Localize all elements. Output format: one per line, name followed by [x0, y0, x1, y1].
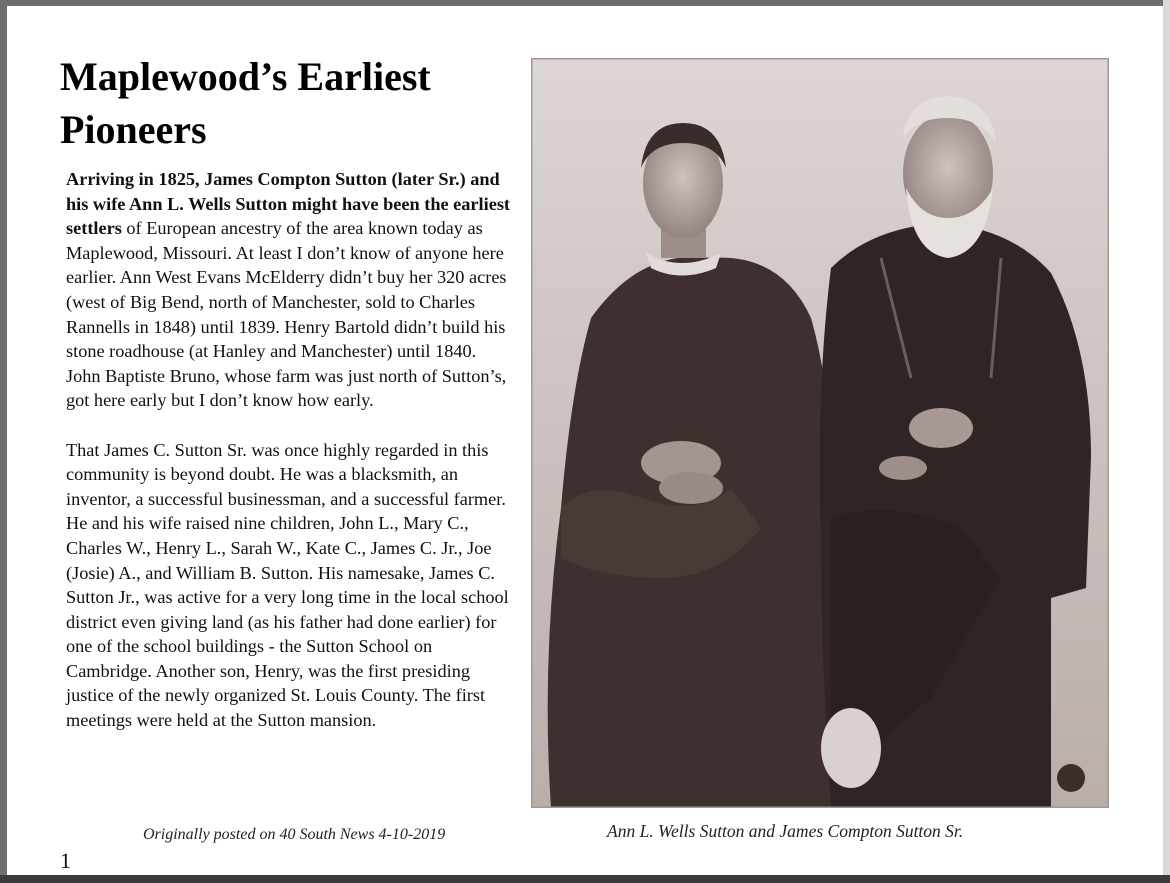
document-page: [7, 6, 1163, 875]
portrait-photo: [531, 58, 1109, 808]
photo-caption: Ann L. Wells Sutton and James Compton Sutton Sr.: [607, 821, 964, 841]
paragraph-1: [66, 167, 511, 413]
taskbar-strip: [0, 875, 1170, 883]
paragraph-1-lead: Arriving in 1825, James Compton Sutton (later Sr.) and his wife Ann L. Wells Sutton might have been the earliest settlers: [66, 169, 511, 239]
paragraph-1-rest: of European ancestry of the area known today as Maplewood, Missouri. At least I don’t know of anyone here earlier. Ann West Evans McElderry didn’t buy her 320 acres (west of Big Bend, north of Manchester, sold to Charles Rannells in 1848) until 1839. Henry Bartold didn’t build his stone roadhouse (at Hanley and Manchester) until 1840. John Baptiste Bruno, whose farm was just north of Sutton’s, got here early but I don’t know how early.: [66, 218, 507, 411]
paragraph-2: That James C. Sutton Sr. was once highly regarded in this community is beyond doubt. He was a blacksmith, an inventor, a successful businessman, and a successful farmer. He and his wife raised nine children, John L., Mary C., Charles W., Henry L., Sarah W., Kate C., James C. Jr., Joe (Josie) A., and William B. Sutton. His namesake, James C. Sutton Jr., was active for a very long time in the local school district even giving land (as his father had done earlier) for one of the school buildings - the Sutton School on Cambridge. Another son, Henry, was the first presiding justice of the newly organized St. Louis County. The first meetings were held at the Sutton mansion.: [66, 439, 509, 731]
page-number: 1: [60, 848, 71, 873]
window-edge: [1163, 0, 1170, 883]
article-title: [60, 50, 520, 156]
article-body: [66, 167, 511, 733]
source-note: Originally posted on 40 South News 4-10-2019: [143, 826, 446, 843]
portrait-image: [531, 58, 1109, 808]
title-line-1: Maplewood’s Earliest: [60, 54, 431, 99]
title-line-2: Pioneers: [60, 107, 207, 152]
